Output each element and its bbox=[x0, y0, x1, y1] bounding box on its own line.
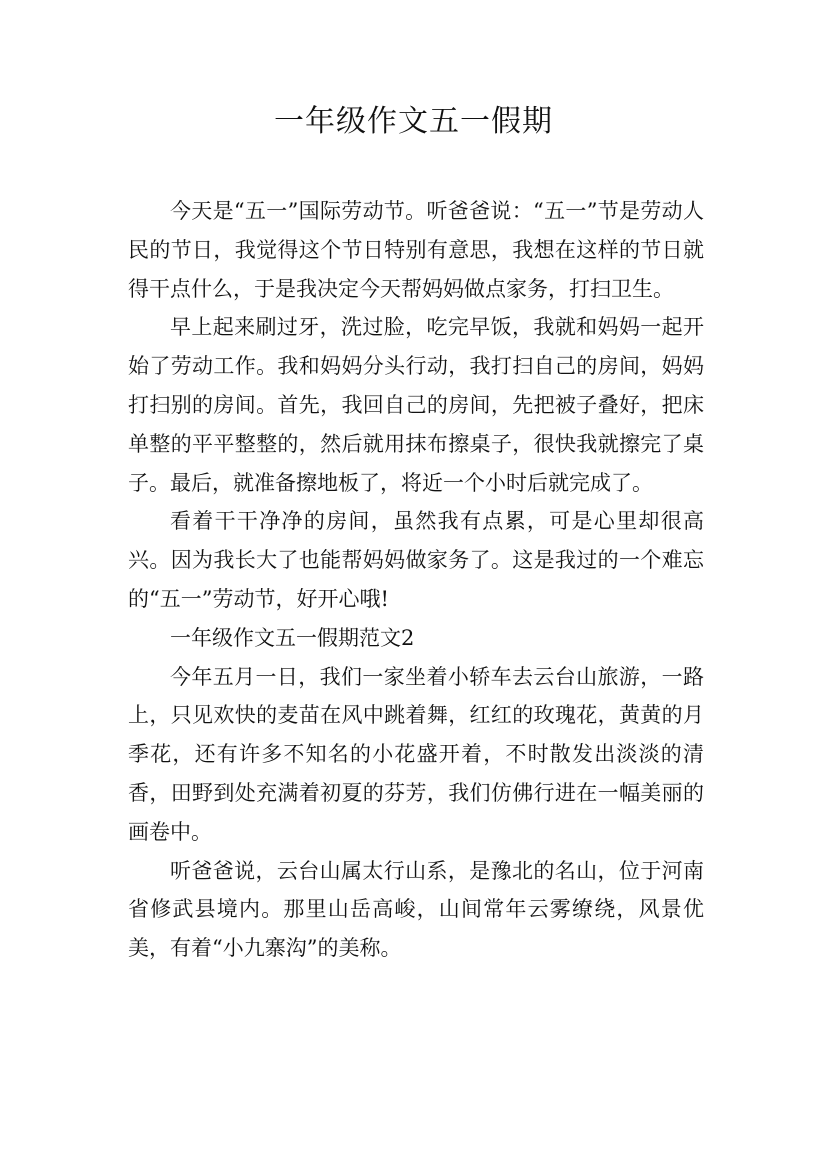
section-heading-sample-2: 一年级作文五一假期范文2 bbox=[170, 625, 415, 650]
document-title: 一年级作文五一假期 bbox=[274, 104, 553, 139]
paragraph-3: 看着干干净净的房间，虽然我有点累，可是心里却很高兴。因为我长大了也能帮妈妈做家务了。这是我过的一个难忘的“五一”劳动节，好开心哦! bbox=[128, 509, 704, 611]
paragraph-1: 今天是“五一”国际劳动节。听爸爸说：“五一”节是劳动人民的节日，我觉得这个节日特别有意思，我想在这样的节日就得干点什么，于是我决定今天帮妈妈做点家务，打扫卫生。 bbox=[128, 199, 704, 301]
document-body bbox=[128, 192, 704, 968]
paragraph-5: 听爸爸说，云台山属太行山系，是豫北的名山，位于河南省修武县境内。那里山岳高峻，山间常年云雾缭绕，风景优美，有着“小九寨沟”的美称。 bbox=[128, 858, 704, 961]
paragraph-4: 今年五月一日，我们一家坐着小轿车去云台山旅游，一路上，只见欢快的麦苗在风中跳着舞，红红的玫瑰花，黄黄的月季花，还有许多不知名的小花盛开着，不时散发出淡淡的清香，田野到处充满着初夏的芬芳，我们仿佛行进在一幅美丽的画卷中。 bbox=[128, 664, 704, 844]
paragraph-2: 早上起来刷过牙，洗过脸，吃完早饭，我就和妈妈一起开始了劳动工作。我和妈妈分头行动，我打扫自己的房间，妈妈打扫别的房间。首先，我回自己的房间，先把被子叠好，把床单整的平平整整的，然后就用抹布擦桌子，很快我就擦完了桌子。最后，就准备擦地板了，将近一个小时后就完成了。 bbox=[128, 315, 704, 495]
